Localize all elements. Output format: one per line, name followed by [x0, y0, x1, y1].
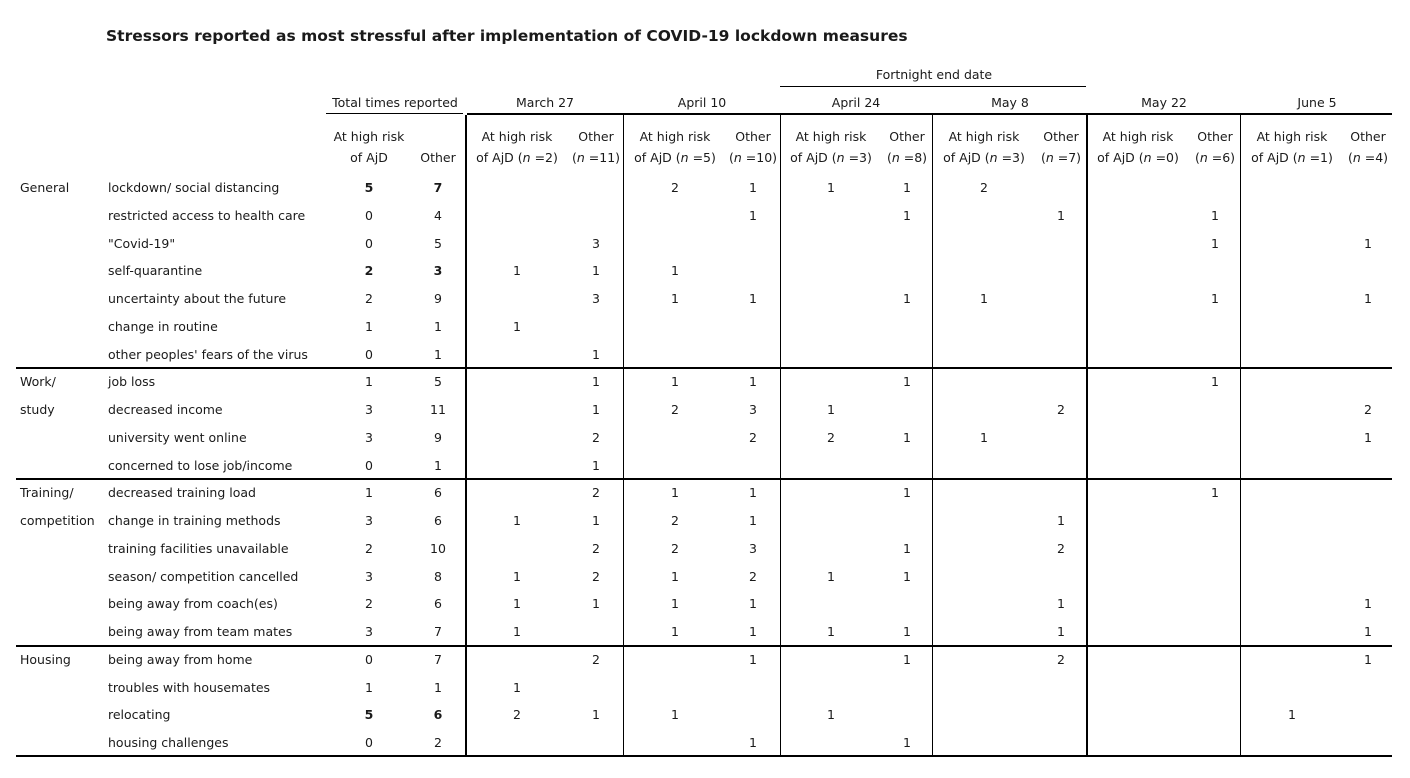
table-cell: 1	[671, 624, 679, 639]
table-cell: 2	[592, 568, 600, 584]
row-label: uncertainty about the future	[108, 291, 287, 306]
table-cell: 1	[365, 679, 373, 695]
subheader-prefix: (	[728, 150, 734, 165]
table-cell: 1	[827, 707, 835, 723]
subheader-risk-line1: At high risk	[333, 129, 405, 144]
subheader-n: n	[733, 150, 742, 165]
table-cell: 10	[430, 540, 446, 556]
table-cell: 1	[749, 624, 757, 639]
subheader-line1: Other	[889, 129, 925, 144]
table-cell: 1	[749, 207, 757, 223]
row-label: decreased training load	[108, 485, 256, 501]
fortnight-label: Fortnight end date	[875, 67, 993, 82]
table-cell: 1	[1288, 707, 1296, 723]
table-cell: 1	[592, 346, 600, 362]
row-label: relocating	[108, 707, 171, 723]
table-cell: 1	[1057, 596, 1065, 612]
subheader-count: =1)	[1305, 150, 1333, 165]
subheader-prefix: of AjD (	[790, 150, 837, 165]
table-cell: 1	[1057, 624, 1065, 639]
subheader-n: n	[891, 150, 900, 165]
row-label: being away from coach(es)	[108, 596, 278, 612]
table-cell: 9	[434, 291, 442, 306]
row-label: lockdown/ social distancing	[108, 180, 280, 195]
table-cell: 7	[433, 180, 443, 195]
table-cell: 1	[592, 263, 600, 279]
total-header: Total times reported	[332, 95, 458, 110]
table-cell: 1	[592, 513, 600, 528]
table-cell: 0	[365, 207, 373, 223]
group-separator	[16, 478, 1392, 480]
period-header: June 5	[1297, 95, 1337, 110]
subheader-count: =3)	[844, 150, 872, 165]
category-label: Work/	[20, 374, 56, 390]
subheader-n: n	[1143, 150, 1152, 165]
table-cell: 1	[749, 291, 757, 306]
subheader-line1: Other	[1043, 129, 1079, 144]
period-header: April 10	[677, 95, 727, 110]
table-cell: 1	[749, 735, 757, 750]
subheader-n: n	[1297, 150, 1306, 165]
table-cell: 2	[365, 540, 373, 556]
table-cell: 1	[903, 735, 911, 750]
table-bottom-rule	[16, 755, 1392, 757]
table-cell: 0	[365, 735, 373, 750]
table-cell: 1	[749, 596, 757, 612]
table-cell: 1	[671, 374, 679, 390]
table-cell: 1	[1211, 374, 1219, 390]
table-cell: 1	[749, 651, 757, 667]
table-cell: 1	[1211, 485, 1219, 501]
table-cell: 3	[365, 402, 373, 417]
subheader-prefix: of AjD (	[1251, 150, 1298, 165]
table-cell: 2	[827, 429, 835, 445]
subheader-count: =3)	[997, 150, 1025, 165]
row-label: job loss	[108, 374, 156, 390]
subheader-line1: Other	[578, 129, 614, 144]
subheader-n: n	[576, 150, 585, 165]
table-cell: 2	[364, 263, 374, 279]
table-cell: 1	[980, 291, 988, 306]
table-cell: 3	[749, 402, 757, 417]
table-cell: 6	[433, 707, 443, 723]
subheader-count: =10)	[741, 150, 778, 165]
table-cell: 2	[365, 596, 373, 612]
table-cell: 11	[430, 402, 446, 417]
subheader-count: =8)	[899, 150, 928, 165]
table-cell: 3	[365, 624, 373, 639]
subheader-n: n	[1045, 150, 1054, 165]
table-cell: 1	[1211, 291, 1219, 306]
subheader-prefix: of AjD (	[476, 150, 523, 165]
table-cell: 1	[1364, 651, 1372, 667]
subheader-prefix: (	[1040, 150, 1046, 165]
table-cell: 1	[903, 651, 911, 667]
row-label: troubles with housemates	[108, 679, 271, 695]
table-cell: 1	[592, 596, 600, 612]
table-cell: 2	[749, 429, 757, 445]
table-cell: 1	[903, 374, 911, 390]
column-separator	[932, 115, 933, 756]
table-cell: 1	[1364, 429, 1372, 445]
table-cell: 3	[749, 540, 757, 556]
category-label-line2: competition	[20, 513, 95, 528]
table-cell: 2	[434, 735, 442, 750]
table-cell: 3	[365, 513, 373, 528]
subheader-line2	[1251, 150, 1333, 166]
subheader-line1: At high risk	[795, 129, 867, 144]
subheader-line2	[1097, 150, 1179, 166]
category-label-line2: study	[20, 402, 55, 417]
header-underline-total	[326, 113, 463, 114]
table-cell: 2	[671, 513, 679, 528]
subheader-line1: Other	[735, 129, 771, 144]
table-cell: 2	[671, 180, 679, 195]
row-label: being away from home	[108, 651, 253, 667]
category-label: General	[20, 180, 70, 195]
table-cell: 6	[434, 513, 442, 528]
table-cell: 1	[592, 457, 600, 473]
table-cell: 1	[1364, 596, 1372, 612]
column-separator	[465, 115, 467, 756]
table-cell: 3	[592, 235, 600, 251]
table-cell: 3	[592, 291, 600, 306]
table-cell: 1	[827, 568, 835, 584]
table-cell: 1	[1364, 291, 1372, 306]
table-cell: 2	[1057, 402, 1065, 417]
table-cell: 1	[513, 318, 521, 334]
table-cell: 2	[365, 291, 373, 306]
table-cell: 1	[903, 207, 911, 223]
table-cell: 1	[980, 429, 988, 445]
row-label: housing challenges	[108, 735, 229, 750]
row-label: "Covid-19"	[108, 235, 176, 251]
table-cell: 1	[1211, 207, 1219, 223]
table-cell: 1	[513, 624, 521, 639]
table-cell: 2	[592, 429, 600, 445]
table-cell: 7	[434, 651, 442, 667]
table-cell: 6	[434, 485, 442, 501]
subheader-prefix: (	[571, 150, 577, 165]
row-label: university went online	[108, 429, 247, 445]
row-label: concerned to lose job/income	[108, 457, 293, 473]
subheader-n: n	[836, 150, 845, 165]
subheader-prefix: of AjD (	[943, 150, 990, 165]
table-cell: 0	[365, 346, 373, 362]
row-label: other peoples' fears of the virus	[108, 346, 308, 362]
table-cell: 3	[433, 263, 443, 279]
table-cell: 1	[513, 596, 521, 612]
subheader-count: =4)	[1360, 150, 1389, 165]
table-cell: 1	[671, 291, 679, 306]
table-title: Stressors reported as most stressful after implementation of COVID-19 lockdown measures	[106, 27, 908, 45]
table-cell: 1	[749, 374, 757, 390]
category-label: Housing	[20, 651, 71, 667]
table-cell: 1	[749, 180, 757, 195]
table-cell: 1	[903, 485, 911, 501]
subheader-line2	[476, 150, 558, 166]
table-cell: 1	[434, 457, 442, 473]
column-separator	[780, 115, 781, 756]
table-cell: 8	[434, 568, 442, 584]
table-cell: 2	[592, 485, 600, 501]
table-cell: 1	[434, 346, 442, 362]
table-cell: 1	[903, 624, 911, 639]
table-cell: 1	[1057, 207, 1065, 223]
table-cell: 5	[434, 235, 442, 251]
table-cell: 1	[749, 513, 757, 528]
table-cell: 1	[749, 485, 757, 501]
table-cell: 1	[827, 624, 835, 639]
category-label: Training/	[20, 485, 74, 501]
row-label: being away from team mates	[108, 624, 293, 639]
period-header: March 27	[516, 95, 574, 110]
subheader-line1: At high risk	[1256, 129, 1328, 144]
subheader-line2	[1348, 150, 1388, 166]
group-separator	[16, 367, 1392, 369]
table-cell: 1	[1211, 235, 1219, 251]
table-cell: 1	[365, 318, 373, 334]
table-cell: 5	[364, 707, 374, 723]
fortnight-underline	[780, 86, 1086, 87]
subheader-count: =5)	[688, 150, 716, 165]
subheader-prefix: (	[1347, 150, 1353, 165]
table-cell: 3	[365, 429, 373, 445]
subheader-prefix: of AjD (	[634, 150, 681, 165]
subheader-line2	[887, 150, 927, 166]
table-cell: 1	[1057, 513, 1065, 528]
subheader-line1: At high risk	[948, 129, 1020, 144]
column-separator	[1086, 115, 1088, 756]
table-cell: 6	[434, 596, 442, 612]
row-label: training facilities unavailable	[108, 540, 289, 556]
table-cell: 4	[434, 207, 442, 223]
table-cell: 1	[365, 374, 373, 390]
subheader-prefix: of AjD (	[1097, 150, 1144, 165]
table-cell: 2	[513, 707, 521, 723]
table-cell: 1	[513, 263, 521, 279]
subheader-line1: Other	[1197, 129, 1233, 144]
table-cell: 1	[671, 596, 679, 612]
table-cell: 0	[365, 651, 373, 667]
table-cell: 7	[434, 624, 442, 639]
table-cell: 1	[827, 402, 835, 417]
table-cell: 2	[749, 568, 757, 584]
subheader-line2	[634, 150, 716, 166]
table-cell: 1	[513, 513, 521, 528]
subheader-prefix: (	[1194, 150, 1200, 165]
table-cell: 2	[1364, 402, 1372, 417]
table-cell: 1	[671, 568, 679, 584]
table-cell: 1	[903, 568, 911, 584]
subheader-line1: At high risk	[481, 129, 553, 144]
table-cell: 1	[434, 679, 442, 695]
row-label: self-quarantine	[108, 263, 203, 279]
table-cell: 2	[671, 540, 679, 556]
subheader-n: n	[680, 150, 689, 165]
row-label: restricted access to health care	[108, 207, 306, 223]
table-cell: 5	[434, 374, 442, 390]
subheader-n: n	[522, 150, 531, 165]
subheader-count: =6)	[1207, 150, 1236, 165]
subheader-line2	[943, 150, 1025, 166]
subheader-count: =2)	[530, 150, 558, 165]
table-cell: 1	[365, 485, 373, 501]
table-cell: 0	[365, 457, 373, 473]
subheader-n: n	[1352, 150, 1361, 165]
group-separator	[16, 645, 1392, 647]
subheader-risk-line2: of AjD	[350, 150, 388, 165]
row-label: season/ competition cancelled	[108, 568, 299, 584]
subheader-line2	[1041, 150, 1081, 166]
subheader-count: =11)	[584, 150, 621, 165]
table-cell: 5	[364, 180, 374, 195]
table-cell: 2	[592, 540, 600, 556]
table-cell: 1	[1364, 624, 1372, 639]
table-cell: 1	[903, 180, 911, 195]
subheader-count: =0)	[1151, 150, 1179, 165]
row-label: decreased income	[108, 402, 223, 417]
subheader-line2	[729, 150, 777, 166]
table-cell: 2	[592, 651, 600, 667]
table-cell: 1	[903, 291, 911, 306]
period-header: April 24	[831, 95, 881, 110]
header-underline-periods	[467, 113, 1392, 115]
table-cell: 1	[592, 707, 600, 723]
subheader-line2	[1195, 150, 1235, 166]
subheader-count: =7)	[1053, 150, 1082, 165]
subheader-n: n	[1199, 150, 1208, 165]
table-cell: 2	[671, 402, 679, 417]
row-label: change in routine	[108, 318, 218, 334]
column-separator	[1240, 115, 1241, 756]
table-cell: 1	[671, 707, 679, 723]
table-cell: 1	[592, 374, 600, 390]
table-cell: 1	[827, 180, 835, 195]
subheader-line1: Other	[1350, 129, 1386, 144]
table-cell: 1	[513, 568, 521, 584]
table-cell: 1	[671, 263, 679, 279]
table-cell: 2	[980, 180, 988, 195]
table-cell: 9	[434, 429, 442, 445]
subheader-line1: At high risk	[1102, 129, 1174, 144]
subheader-other: Other	[420, 150, 456, 165]
period-header: May 8	[991, 95, 1029, 110]
table-cell: 1	[671, 485, 679, 501]
period-header: May 22	[1141, 95, 1187, 110]
subheader-n: n	[989, 150, 998, 165]
table-cell: 1	[434, 318, 442, 334]
row-label: change in training methods	[108, 513, 281, 528]
subheader-prefix: (	[886, 150, 892, 165]
subheader-line2	[790, 150, 872, 166]
table-cell: 3	[365, 568, 373, 584]
table-cell: 1	[903, 540, 911, 556]
table-cell: 1	[903, 429, 911, 445]
table-cell: 1	[1364, 235, 1372, 251]
table-cell: 2	[1057, 651, 1065, 667]
column-separator	[623, 115, 624, 756]
subheader-line1: At high risk	[639, 129, 711, 144]
table-cell: 1	[592, 402, 600, 417]
table-cell: 1	[513, 679, 521, 695]
subheader-line2	[572, 150, 620, 166]
table-cell: 0	[365, 235, 373, 251]
table-cell: 2	[1057, 540, 1065, 556]
